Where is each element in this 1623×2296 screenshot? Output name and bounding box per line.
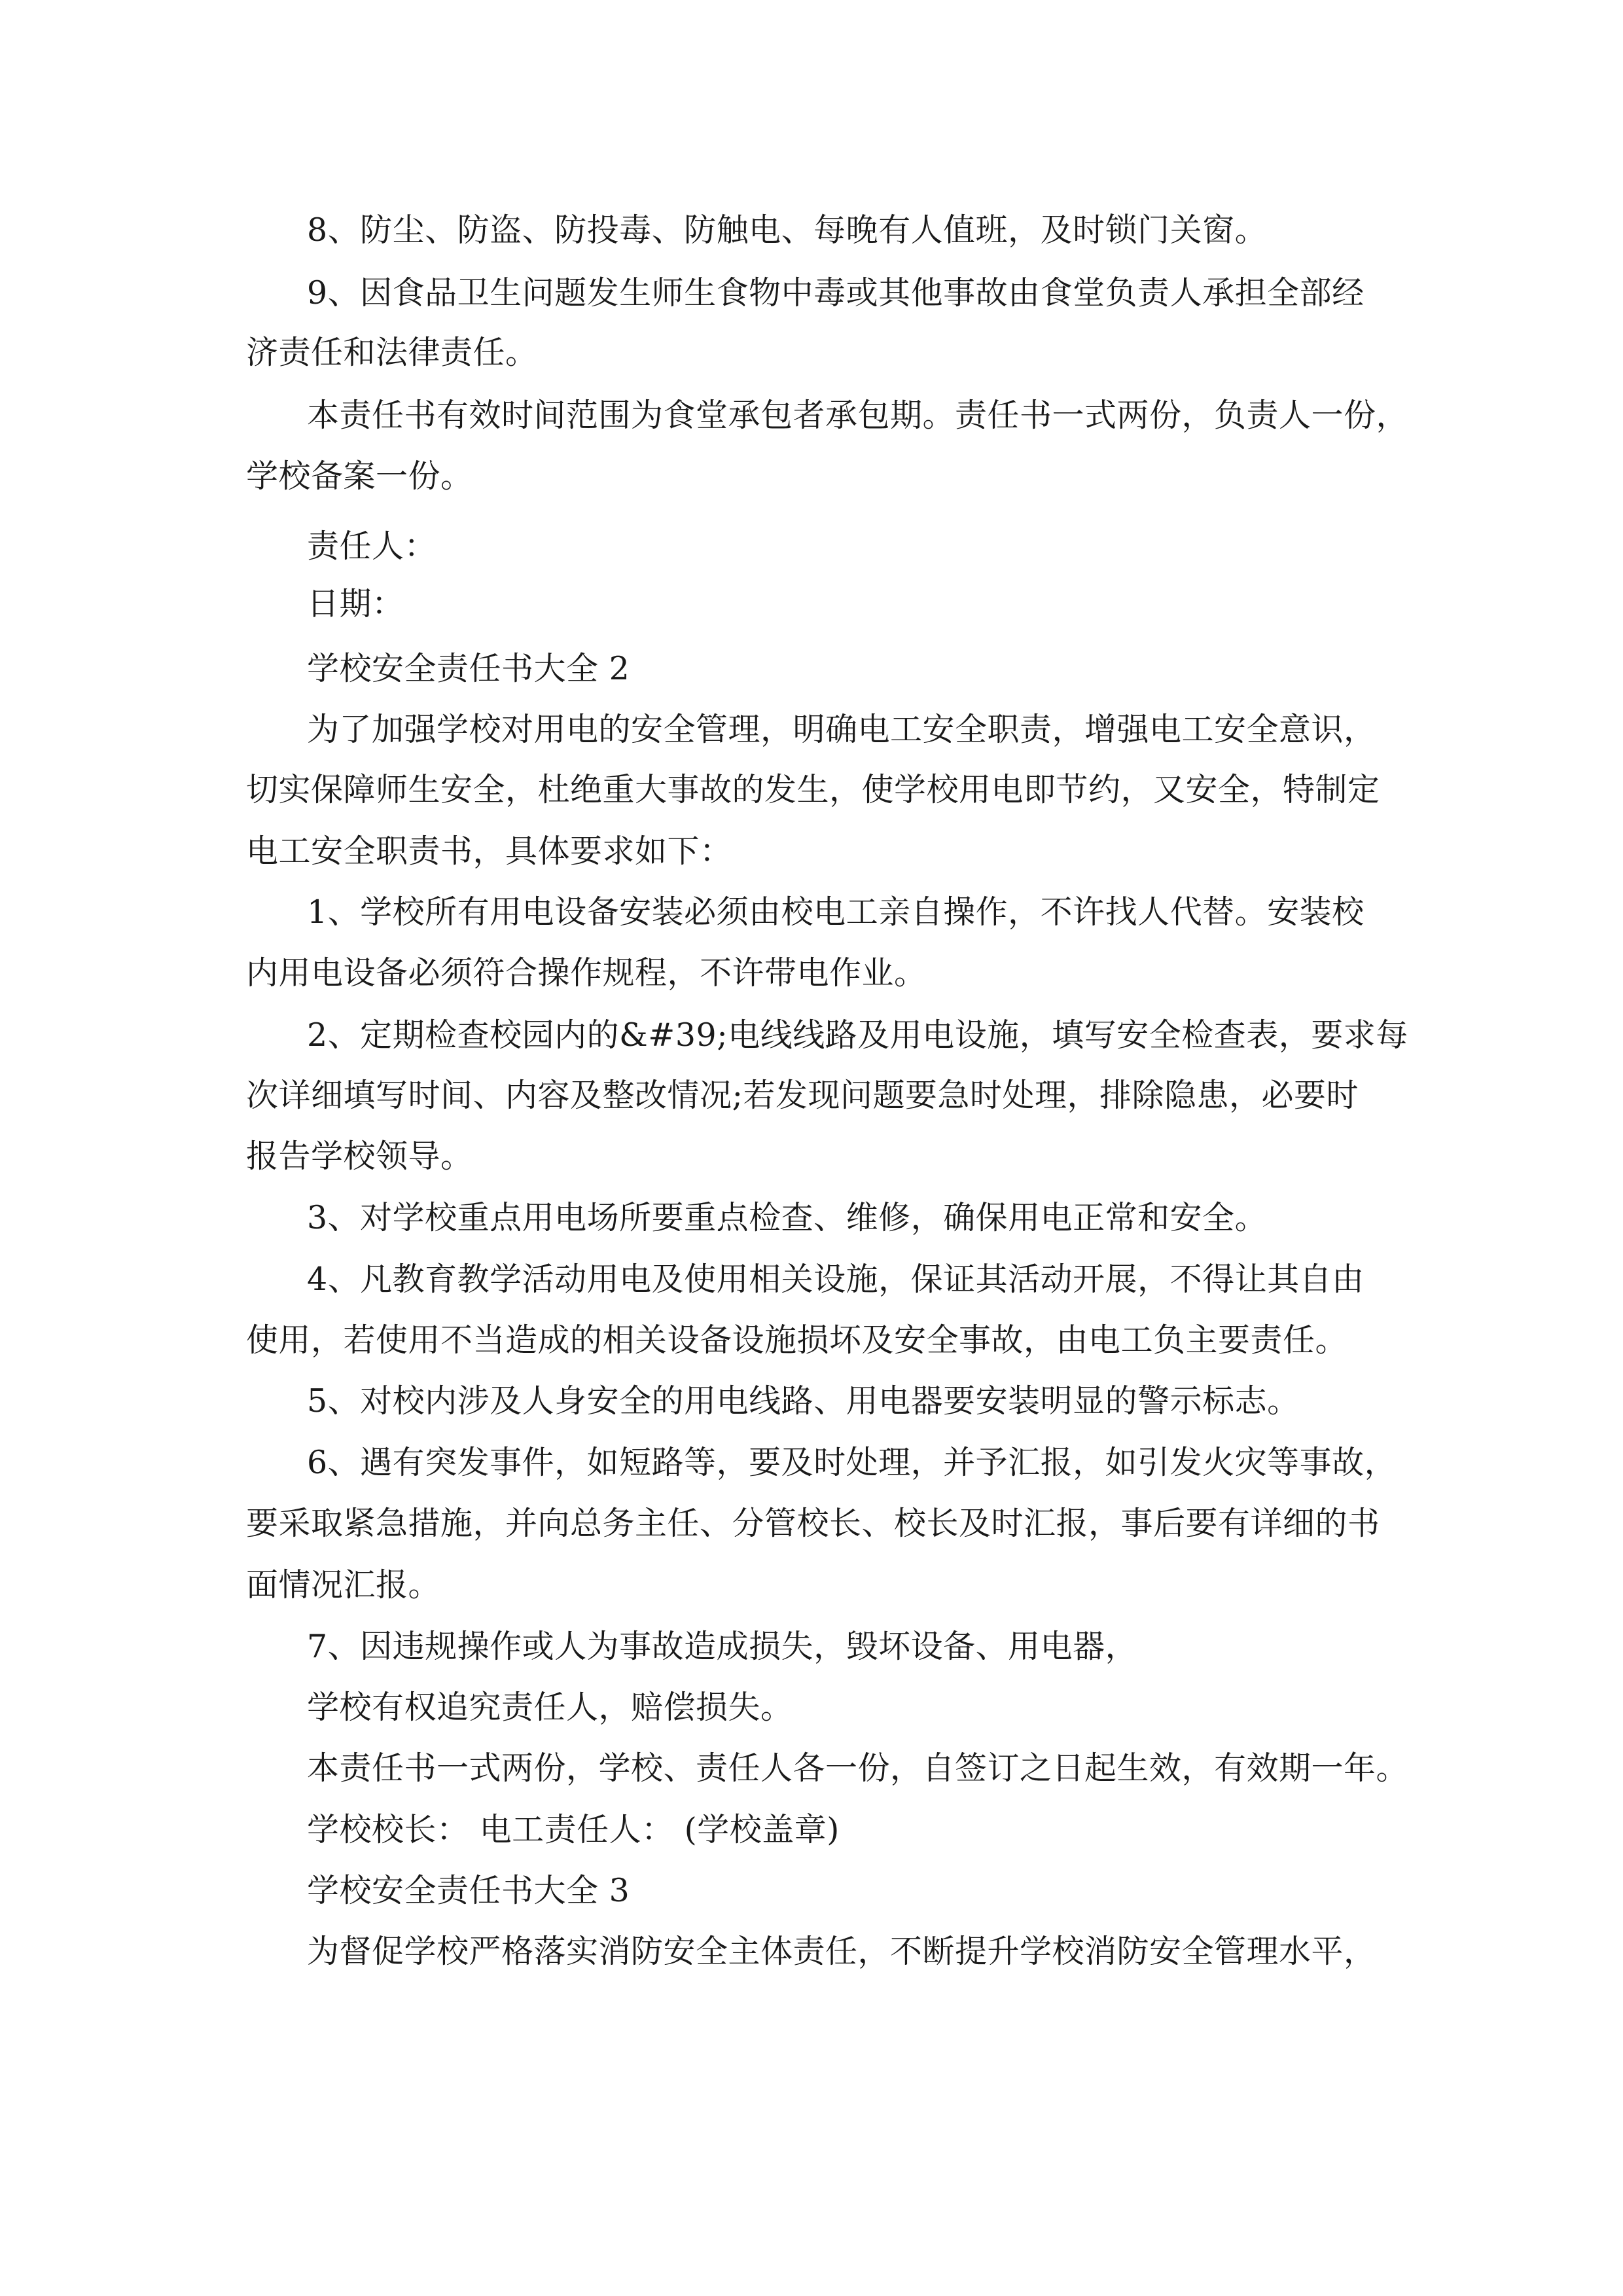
- paragraph-line: 学校备案一份。: [246, 457, 473, 495]
- paragraph-line: 为督促学校严格落实消防安全主体责任，不断提升学校消防安全管理水平，: [307, 1933, 1376, 1970]
- paragraph-line: 为了加强学校对用电的安全管理，明确电工安全职责，增强电工安全意识，: [307, 711, 1376, 748]
- paragraph-line: 7、因违规操作或人为事故造成损失，毁坏设备、用电器，: [307, 1628, 1138, 1665]
- paragraph-line: 学校有权追究责任人，赔偿损失。: [307, 1689, 793, 1726]
- paragraph-line: 面情况汇报。: [246, 1566, 441, 1604]
- signature-line: 学校校长： 电工责任人： (学校盖章): [307, 1811, 840, 1848]
- paragraph-line: 本责任书有效时间范围为食堂承包者承包期。责任书一式两份，负责人一份，: [307, 397, 1409, 434]
- signature-label: 责任人：: [307, 528, 437, 565]
- paragraph-line: 切实保障师生安全，杜绝重大事故的发生，使学校用电即节约，又安全，特制定: [246, 771, 1380, 808]
- paragraph-line: 次详细填写时间、内容及整改情况;若发现问题要急时处理，排除隐患，必要时: [246, 1077, 1359, 1114]
- paragraph-line: 1、学校所有用电设备安装必须由校电工亲自操作，不许找人代替。安装校: [307, 893, 1364, 931]
- paragraph-line: 4、凡教育教学活动用电及使用相关设施，保证其活动开展，不得让其自由: [307, 1261, 1364, 1298]
- paragraph-line: 使用，若使用不当造成的相关设备设施损坏及安全事故，由电工负主要责任。: [246, 1321, 1348, 1359]
- paragraph-line: 济责任和法律责任。: [246, 334, 538, 371]
- paragraph-line: 6、遇有突发事件，如短路等，要及时处理，并予汇报，如引发火灾等事故，: [307, 1444, 1397, 1481]
- paragraph-line: 内用电设备必须符合操作规程，不许带电作业。: [246, 954, 927, 992]
- date-label: 日期：: [307, 585, 404, 622]
- paragraph-line: 9、因食品卫生问题发生师生食物中毒或其他事故由食堂负责人承担全部经: [307, 274, 1364, 312]
- section-heading: 学校安全责任书大全 2: [307, 650, 630, 687]
- paragraph-line: 报告学校领导。: [246, 1138, 473, 1175]
- paragraph-line: 电工安全职责书，具体要求如下：: [246, 833, 732, 870]
- paragraph-line: 5、对校内涉及人身安全的用电线路、用电器要安装明显的警示标志。: [307, 1382, 1300, 1420]
- paragraph-line: 3、对学校重点用电场所要重点检查、维修，确保用电正常和安全。: [307, 1199, 1268, 1236]
- paragraph-line: 要采取紧急措施，并向总务主任、分管校长、校长及时汇报，事后要有详细的书: [246, 1505, 1380, 1542]
- paragraph-line: 8、防尘、防盗、防投毒、防触电、每晚有人值班，及时锁门关窗。: [307, 211, 1268, 249]
- section-heading: 学校安全责任书大全 3: [307, 1872, 630, 1909]
- paragraph-line: 本责任书一式两份，学校、责任人各一份，自签订之日起生效，有效期一年。: [307, 1749, 1409, 1787]
- paragraph-line: 2、定期检查校园内的&#39;电线线路及用电设施，填写安全检查表，要求每: [307, 1016, 1408, 1054]
